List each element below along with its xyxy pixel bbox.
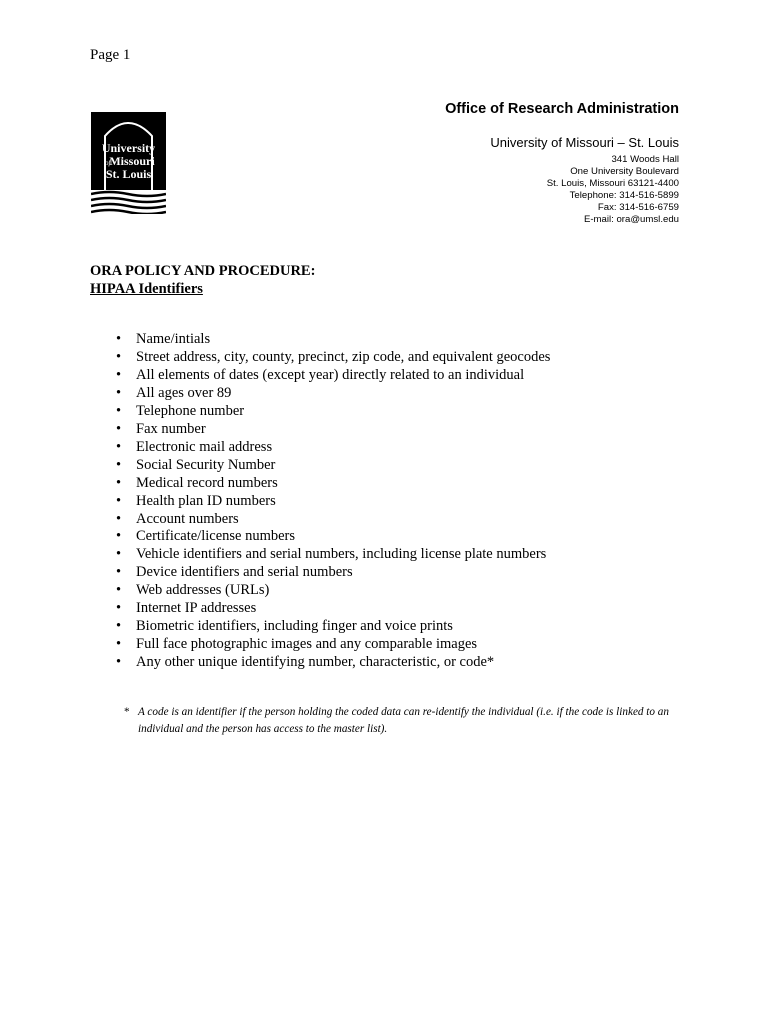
list-item <box>90 349 550 367</box>
bullet: • <box>116 348 122 365</box>
bullet: • <box>116 528 122 545</box>
footnote <box>124 704 684 738</box>
bullet: • <box>116 582 122 599</box>
list-item <box>90 636 550 654</box>
umsl-logo <box>91 112 166 214</box>
list-item <box>90 331 550 349</box>
identifier-text: All ages over 89 <box>136 384 232 401</box>
bullet: • <box>116 564 122 581</box>
address-line: 341 Woods Hall <box>611 154 679 165</box>
list-item <box>90 367 550 385</box>
bullet: • <box>116 438 122 455</box>
identifier-text: Fax number <box>136 420 206 437</box>
identifier-text: Health plan ID numbers <box>136 492 276 509</box>
list-item <box>90 457 550 475</box>
bullet: • <box>116 456 122 473</box>
identifier-text: Medical record numbers <box>136 474 278 491</box>
bullet: • <box>116 366 122 383</box>
identifier-text: Street address, city, county, precinct, zip code, and equivalent geocodes <box>136 348 551 365</box>
footnote-marker: * <box>124 706 130 718</box>
bullet: • <box>116 510 122 527</box>
telephone-line: Telephone: 314-516-5899 <box>569 190 679 201</box>
identifier-text: Electronic mail address <box>136 438 273 455</box>
bullet: • <box>116 618 122 635</box>
list-item <box>90 403 550 421</box>
identifier-text: Web addresses (URLs) <box>136 582 270 599</box>
identifier-text: Name/intials <box>136 331 211 347</box>
list-item <box>90 493 550 511</box>
identifier-text: Account numbers <box>136 510 239 527</box>
list-item <box>90 511 550 529</box>
identifier-text: Any other unique identifying number, characteristic, or code* <box>136 654 495 671</box>
list-item <box>90 528 550 546</box>
logo-line-missouri: Missouri <box>109 154 155 168</box>
address-line: One University Boulevard <box>570 166 679 177</box>
identifier-text: Telephone number <box>136 402 245 419</box>
bullet: • <box>116 600 122 617</box>
bullet: • <box>116 654 122 671</box>
identifier-text: Vehicle identifiers and serial numbers, including license plate numbers <box>136 546 547 563</box>
identifier-list <box>90 331 550 672</box>
office-letterhead <box>445 100 679 226</box>
university-name: University of Missouri – St. Louis <box>490 135 679 150</box>
list-item <box>90 582 550 600</box>
policy-title: ORA POLICY AND PROCEDURE: <box>90 263 316 279</box>
list-item <box>90 654 550 672</box>
bullet: • <box>116 420 122 437</box>
bullet: • <box>116 636 122 653</box>
list-item <box>90 546 550 564</box>
list-item <box>90 618 550 636</box>
identifier-text: Internet IP addresses <box>136 600 257 617</box>
list-item <box>90 439 550 457</box>
list-item <box>90 564 550 582</box>
logo-line-of: of <box>105 159 111 167</box>
policy-heading <box>90 262 315 298</box>
footnote-text: A code is an identifier if the person holding the coded data can re-identify the individual (i.e. if the code is linked to an individual and the person has access to the master list). <box>138 706 669 735</box>
identifier-text: Device identifiers and serial numbers <box>136 564 353 581</box>
list-item <box>90 475 550 493</box>
identifier-text: All elements of dates (except year) directly related to an individual <box>136 366 525 383</box>
bullet: • <box>116 384 122 401</box>
logo-line-university: University <box>101 141 156 155</box>
identifier-text: Social Security Number <box>136 456 276 473</box>
logo-line-stlouis: St. Louis <box>105 167 152 181</box>
email-line: E-mail: ora@umsl.edu <box>583 214 679 225</box>
identifier-text: Biometric identifiers, including finger and voice prints <box>136 618 453 635</box>
list-item <box>90 421 550 439</box>
address-line: St. Louis, Missouri 63121-4400 <box>546 178 679 189</box>
bullet: • <box>116 546 122 563</box>
list-item <box>90 385 550 403</box>
bullet: • <box>116 402 122 419</box>
bullet: • <box>116 331 122 347</box>
bullet: • <box>116 492 122 509</box>
policy-subtitle: HIPAA Identifiers <box>90 281 203 297</box>
identifier-text: Full face photographic images and any comparable images <box>136 636 478 653</box>
fax-line: Fax: 314-516-6759 <box>597 202 679 213</box>
bullet: • <box>116 474 122 491</box>
page-number: Page 1 <box>90 47 131 63</box>
list-item <box>90 600 550 618</box>
office-name: Office of Research Administration <box>445 101 679 117</box>
identifier-text: Certificate/license numbers <box>136 528 296 545</box>
